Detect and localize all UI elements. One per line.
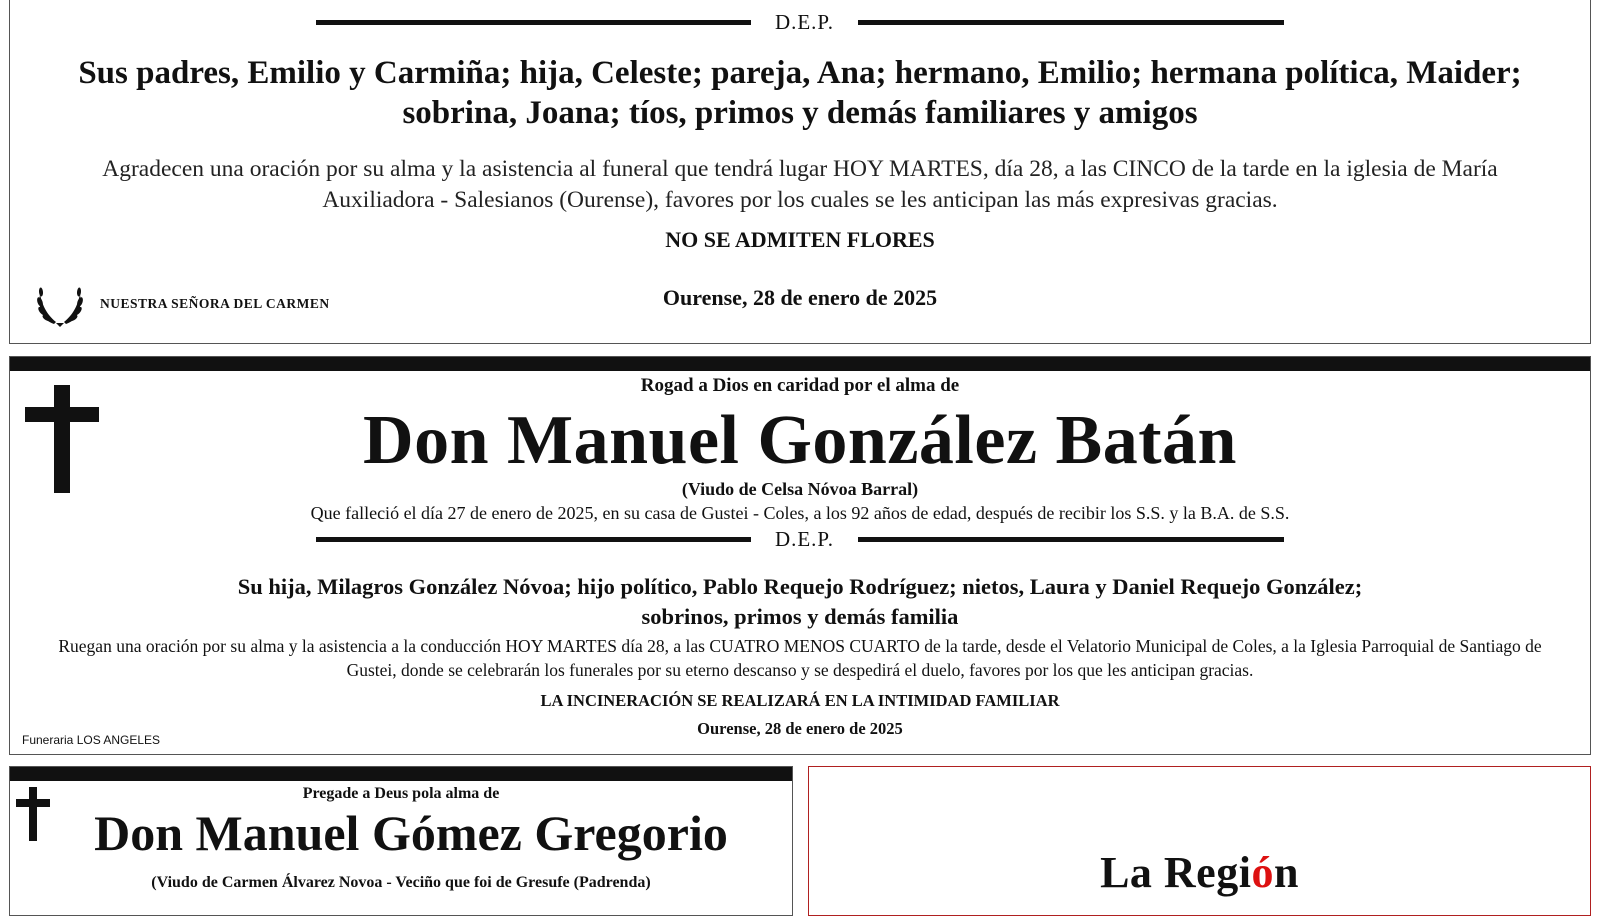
logo-text-tail: n <box>1273 848 1299 897</box>
obituary-notice-2 <box>9 356 1591 755</box>
no-flowers-notice: NO SE ADMITEN FLORES <box>665 227 935 252</box>
notice-date: Ourense, 28 de enero de 2025 <box>697 719 903 738</box>
dep-divider <box>10 527 1590 552</box>
deceased-name: Don Manuel Gómez Gregorio <box>94 805 728 861</box>
incineration-notice: LA INCINERACIÓN SE REALIZARÁ EN LA INTIMIDAD FAMILIAR <box>540 691 1060 710</box>
family-list <box>10 572 1590 632</box>
divider-line-left <box>316 537 751 542</box>
notice-date: Ourense, 28 de enero de 2025 <box>662 285 938 310</box>
prayer-heading: Rogad a Dios en caridad por el alma de <box>640 375 960 396</box>
funeral-home-name: NUESTRA SEÑORA DEL CARMEN <box>100 296 330 311</box>
widow-of: (Viudo de Carmen Álvarez Novoa - Veciño que foi de Gresufe (Padrenda) <box>151 874 651 891</box>
newspaper-ad <box>808 766 1591 916</box>
funeral-home-credit <box>34 280 330 328</box>
divider-line-right <box>858 537 1284 542</box>
funeral-details: Agradecen una oración por su alma y la asistencia al funeral que tendrá lugar HOY MARTES, día 28, a las CINCO de la tarde en la iglesia de María Auxiliadora - Salesianos (Ourense), favores por los cuales se les anticipan las más expresivas gracias. <box>102 156 1498 213</box>
top-black-bar <box>10 767 792 781</box>
prayer-heading: Pregade a Deus pola alma de <box>302 785 500 802</box>
family-line-2: sobrinos, primos y demás familia <box>641 604 959 629</box>
obituary-notice-1 <box>9 0 1591 344</box>
death-details: Que falleció el día 27 de enero de 2025, en su casa de Gustei - Coles, a los 92 años de edad, después de recibir los S.S. y la B.A. de S.S. <box>310 503 1290 523</box>
deceased-name: Don Manuel González Batán <box>363 402 1237 479</box>
divider-line-right <box>858 20 1284 25</box>
dep-label: D.E.P. <box>774 527 835 551</box>
logo-text: La Regi <box>1100 848 1252 897</box>
family-line-1: Su hija, Milagros González Nóvoa; hijo político, Pablo Requejo Rodríguez; nietos, Laura y Daniel Requejo González; <box>237 574 1363 599</box>
logo-accent-letter: ó <box>1251 848 1274 897</box>
la-region-logo <box>809 847 1590 898</box>
widow-of: (Viudo de Celsa Nóvoa Barral) <box>681 479 919 499</box>
divider-line-left <box>316 20 751 25</box>
top-black-bar <box>10 357 1590 371</box>
laurel-wreath-icon <box>34 280 86 328</box>
dep-label: D.E.P. <box>774 10 835 34</box>
funeral-details: Ruegan una oración por su alma y la asistencia a la conducción HOY MARTES día 28, a las CUATRO MENOS CUARTO de la tarde, desde el Velatorio Municipal de Coles, a la Iglesia Parroquial de Santiago de Gustei, donde se celebrarán los funerales por su eterno descanso y se despedirá el duelo, favores por los que les anticipan gracias. <box>58 636 1542 680</box>
dep-divider <box>10 10 1590 35</box>
funeral-home-credit: Funeraria LOS ANGELES <box>22 733 161 747</box>
family-list: Sus padres, Emilio y Carmiña; hija, Celeste; pareja, Ana; hermano, Emilio; hermana política, Maider; sobrina, Joana; tíos, primos y demás familiares y amigos <box>78 55 1522 131</box>
obituary-notice-3 <box>9 766 793 916</box>
